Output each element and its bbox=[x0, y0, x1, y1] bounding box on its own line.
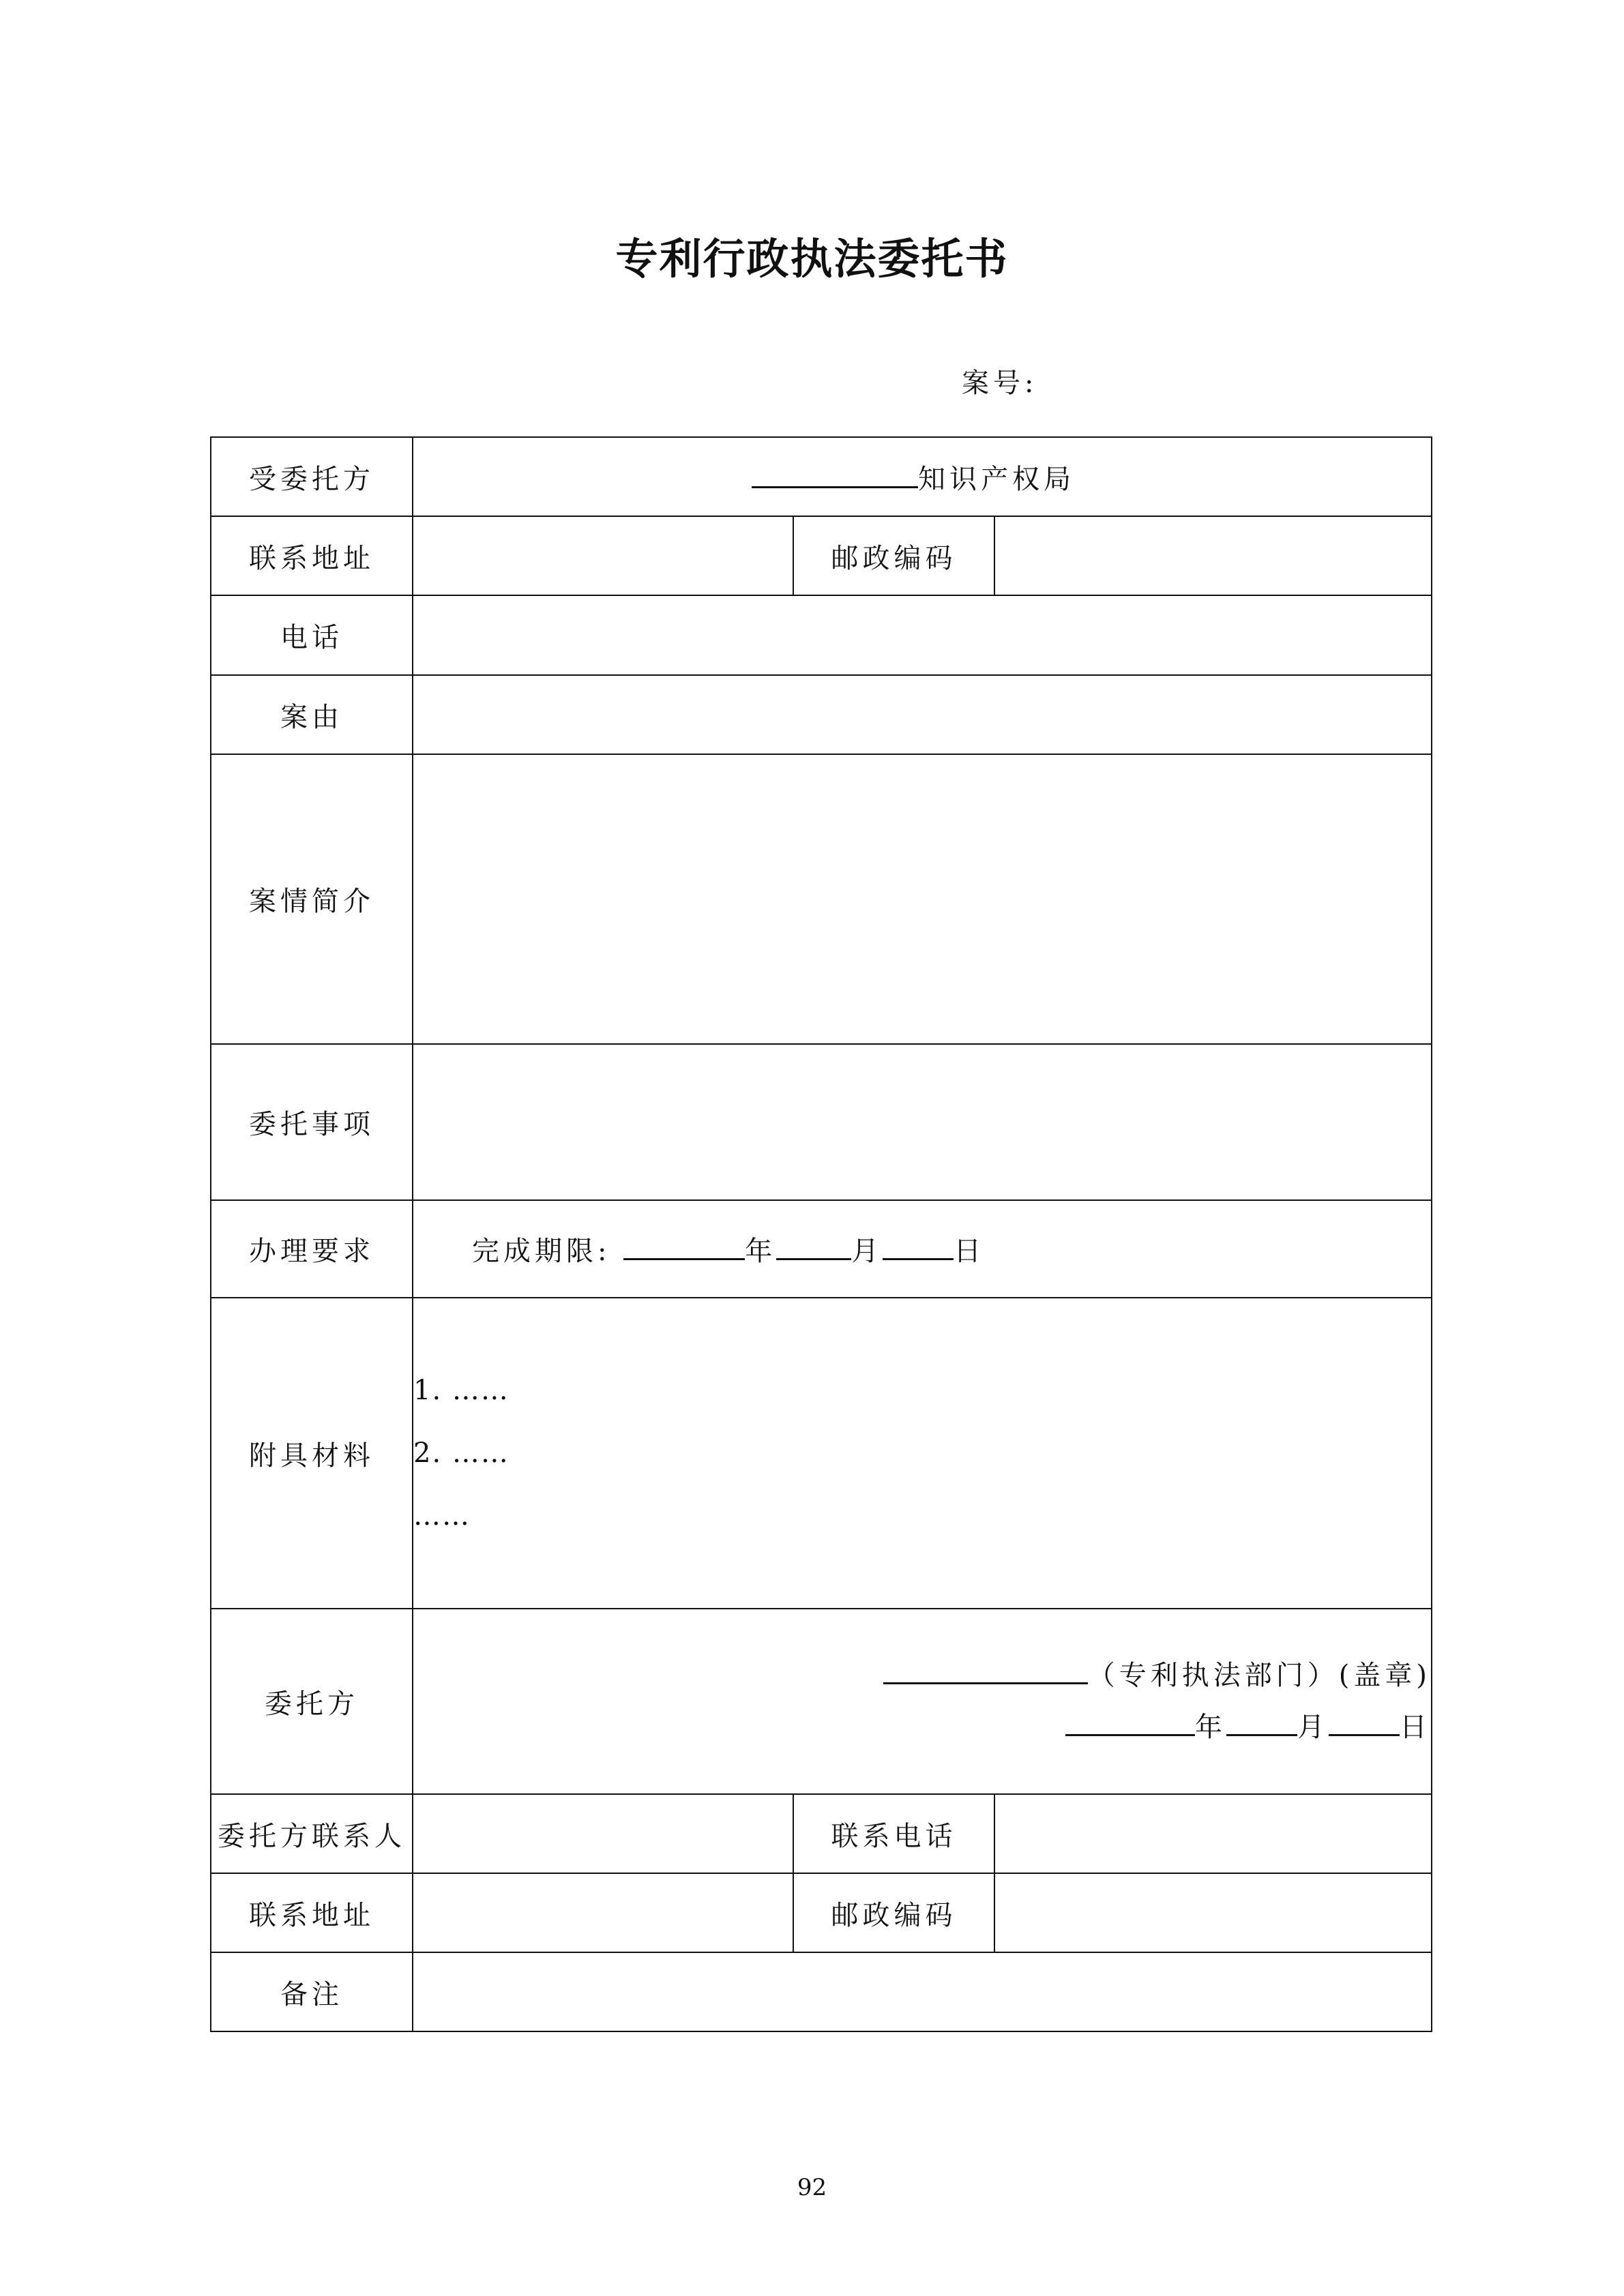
seal-date-line bbox=[413, 1701, 1431, 1753]
value-contact-phone[interactable] bbox=[994, 1794, 1432, 1873]
value-requirements bbox=[413, 1200, 1432, 1298]
blank-seal-month[interactable] bbox=[1226, 1710, 1297, 1736]
attachment-item: 1. …… bbox=[413, 1375, 510, 1406]
value-cause[interactable] bbox=[413, 675, 1432, 754]
blank-deadline-day[interactable] bbox=[883, 1234, 954, 1260]
value-phone[interactable] bbox=[413, 595, 1432, 675]
blank-deadline-year[interactable] bbox=[623, 1234, 745, 1260]
label-cause: 案由 bbox=[211, 675, 413, 754]
value-contact-person[interactable] bbox=[413, 1794, 793, 1873]
deadline-label: 完成期限: bbox=[472, 1236, 611, 1267]
label-contact-phone: 联系电话 bbox=[793, 1794, 994, 1873]
value-attachments[interactable] bbox=[413, 1298, 1432, 1609]
seal-year-label: 年 bbox=[1195, 1712, 1226, 1743]
label-attachments: 附具材料 bbox=[211, 1298, 413, 1609]
label-contact-person: 委托方联系人 bbox=[211, 1794, 413, 1873]
case-number-label: 案号: bbox=[962, 368, 1038, 399]
document-title: 专利行政执法委托书 bbox=[615, 234, 1009, 284]
value-remarks[interactable] bbox=[413, 1952, 1432, 2031]
label-remarks: 备注 bbox=[211, 1952, 413, 2031]
row-requirements bbox=[211, 1200, 1432, 1298]
label-postcode-2: 邮政编码 bbox=[793, 1873, 994, 1952]
value-entrusting-party bbox=[413, 1609, 1432, 1794]
row-entrusted-party bbox=[211, 437, 1432, 516]
row-remarks bbox=[211, 1952, 1432, 2031]
label-entrusted-matters: 委托事项 bbox=[211, 1044, 413, 1200]
label-address-2: 联系地址 bbox=[211, 1873, 413, 1952]
row-contact-person bbox=[211, 1794, 1432, 1873]
label-case-summary: 案情简介 bbox=[211, 754, 413, 1044]
bureau-suffix: 知识产权局 bbox=[918, 463, 1075, 495]
label-address: 联系地址 bbox=[211, 516, 413, 595]
seal-text: （专利执法部门）(盖章) bbox=[1087, 1660, 1431, 1691]
year-label: 年 bbox=[745, 1236, 777, 1267]
blank-bureau-name[interactable] bbox=[752, 462, 918, 488]
seal-day-label: 日 bbox=[1400, 1712, 1431, 1743]
value-entrusted-party[interactable] bbox=[413, 437, 1432, 516]
value-address[interactable] bbox=[413, 516, 793, 595]
row-attachments bbox=[211, 1298, 1432, 1609]
row-entrusting-party bbox=[211, 1609, 1432, 1794]
seal-line bbox=[413, 1650, 1431, 1701]
value-postcode-2[interactable] bbox=[994, 1873, 1432, 1952]
blank-department-name[interactable] bbox=[883, 1658, 1088, 1684]
label-requirements: 办理要求 bbox=[211, 1200, 413, 1298]
row-case-summary bbox=[211, 754, 1432, 1044]
attachment-item: …… bbox=[413, 1500, 471, 1532]
blank-seal-day[interactable] bbox=[1329, 1710, 1400, 1736]
row-phone bbox=[211, 595, 1432, 675]
month-label: 月 bbox=[851, 1236, 883, 1267]
seal-month-label: 月 bbox=[1297, 1712, 1329, 1743]
entrustment-form-table bbox=[210, 436, 1432, 2032]
day-label: 日 bbox=[954, 1236, 986, 1267]
label-phone: 电话 bbox=[211, 595, 413, 675]
label-postcode: 邮政编码 bbox=[793, 516, 994, 595]
value-postcode[interactable] bbox=[994, 516, 1432, 595]
label-entrusting-party: 委托方 bbox=[211, 1609, 413, 1794]
row-cause bbox=[211, 675, 1432, 754]
value-case-summary[interactable] bbox=[413, 754, 1432, 1044]
value-address-2[interactable] bbox=[413, 1873, 793, 1952]
row-address-2 bbox=[211, 1873, 1432, 1952]
blank-seal-year[interactable] bbox=[1065, 1710, 1195, 1736]
blank-deadline-month[interactable] bbox=[776, 1234, 851, 1260]
label-entrusted-party: 受委托方 bbox=[211, 437, 413, 516]
page-number: 92 bbox=[797, 2174, 827, 2201]
row-entrusted-matters bbox=[211, 1044, 1432, 1200]
row-address bbox=[211, 516, 1432, 595]
value-entrusted-matters[interactable] bbox=[413, 1044, 1432, 1200]
attachment-item: 2. …… bbox=[413, 1437, 510, 1469]
